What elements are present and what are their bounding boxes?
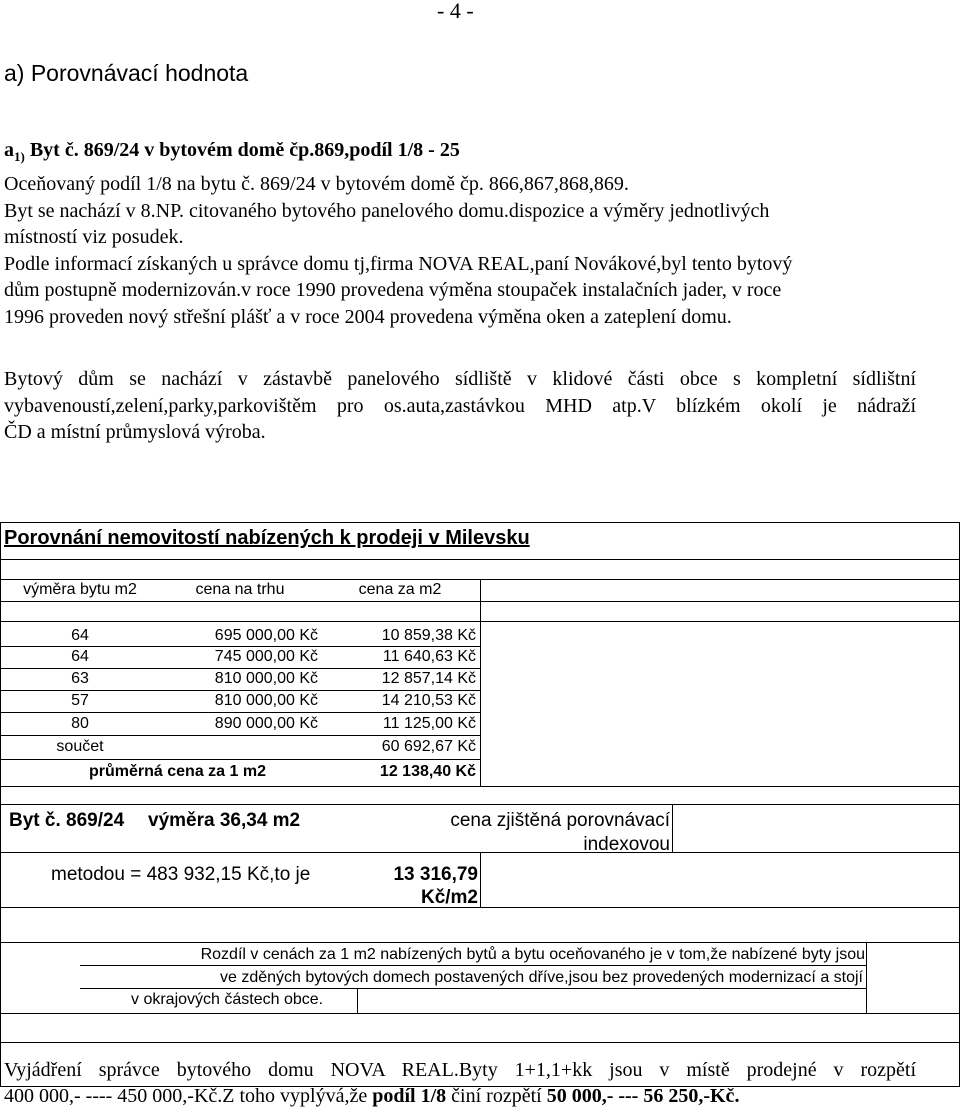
table-grid-line <box>0 1013 960 1014</box>
text-segment-bold: 50 000,- --- 56 250,-Kč. <box>546 1085 740 1107</box>
flat-label-number: Byt č. 869/24 <box>9 810 125 831</box>
per-m2-value-2: Kč/m2 <box>420 887 478 908</box>
paragraph-line: Bytový dům se nachází v zástavbě panelového sídliště v klidové části obce s kompletní sídlištní <box>4 368 916 390</box>
text-segment: činí rozpětí <box>446 1085 547 1107</box>
cell-area: 63 <box>71 670 89 687</box>
flat-label-area: výměra 36,34 m2 <box>148 810 301 831</box>
comparison-table <box>0 522 960 1087</box>
paragraph-line: ČD a místní průmyslová výroba. <box>4 421 266 443</box>
row-line <box>0 759 480 760</box>
cell-market-price: 890 000,00 Kč <box>214 715 318 732</box>
paragraph-location <box>4 366 916 446</box>
paragraph-manager-statement <box>4 1057 916 1109</box>
note-row-line <box>80 965 867 966</box>
row-line <box>0 712 480 713</box>
table-col-line <box>480 579 481 786</box>
paragraph-line: Vyjádření správce bytového domu NOVA REAL.Byty 1+1,1+kk jsou v místě prodejné v rozpětí <box>4 1059 916 1081</box>
column-header-area: výměra bytu m2 <box>23 581 137 598</box>
table-col-line <box>480 852 481 907</box>
cell-price-per-m2: 14 210,53 Kč <box>381 692 476 709</box>
text-segment: 400 000,- ---- 450 000,-Kč.Z toho vyplývá,že <box>4 1085 373 1107</box>
found-price-label-2: indexovou <box>583 834 670 855</box>
column-header-market-price: cena na trhu <box>195 581 285 598</box>
subsection-title <box>4 139 460 165</box>
sum-label: součet <box>56 738 104 755</box>
table-col-line <box>672 804 673 852</box>
sum-value: 60 692,67 Kč <box>381 738 476 755</box>
table-border-top <box>0 522 960 523</box>
paragraph-line: Podle informací získaných u správce domu tj,firma NOVA REAL,paní Novákové,byl tento bytový <box>4 252 793 275</box>
table-col-line <box>866 942 867 1013</box>
table-grid-line <box>0 804 960 805</box>
cell-area: 64 <box>71 648 89 665</box>
table-grid-line <box>0 1042 960 1043</box>
cell-price-per-m2: 10 859,38 Kč <box>381 627 476 644</box>
cell-market-price: 745 000,00 Kč <box>214 648 318 665</box>
subsection-text: Byt č. 869/24 v bytovém domě čp.869,podíl 1/8 - 25 <box>24 139 460 161</box>
table-title: Porovnání nemovitostí nabízených k prodeji v Milevsku <box>4 527 530 549</box>
average-value: 12 138,40 Kč <box>379 763 476 780</box>
note-line: v okrajových částech obce. <box>131 991 324 1008</box>
paragraph-line: dům postupně modernizován.v roce 1990 provedena výměna stoupaček instalačních jader, v roce <box>4 279 782 301</box>
table-col-line <box>357 988 358 1013</box>
column-header-price-per-m2: cena za m2 <box>358 581 442 598</box>
cell-price-per-m2: 12 857,14 Kč <box>381 670 476 687</box>
paragraph-line <box>4 1083 916 1109</box>
table-grid-line <box>0 907 960 908</box>
table-grid-line <box>0 786 960 787</box>
table-grid-line <box>0 559 960 560</box>
method-text: metodou = 483 932,15 Kč,to je <box>51 864 311 885</box>
note-row-line <box>80 988 867 989</box>
section-title: a) Porovnávací hodnota <box>4 60 249 86</box>
note-line: ve zděných bytových domech postavených dříve,jsou bez provedených modernizací a stojí <box>219 969 863 986</box>
subsection-index: 1) <box>14 149 25 164</box>
cell-price-per-m2: 11 125,00 Kč <box>382 715 476 732</box>
cell-market-price: 810 000,00 Kč <box>214 670 318 687</box>
cell-market-price: 810 000,00 Kč <box>214 692 318 709</box>
paragraph-description <box>4 171 916 330</box>
row-line <box>0 735 480 736</box>
cell-area: 64 <box>71 627 89 644</box>
paragraph-line: místností viz posudek. <box>4 226 184 248</box>
found-price-label-1: cena zjištěná porovnávací <box>450 810 670 831</box>
per-m2-value-1: 13 316,79 <box>393 864 478 885</box>
note-line: Rozdíl v cenách za 1 m2 nabízených bytů a bytu oceňovaného je v tom,že nabízené byty jsou <box>200 946 865 963</box>
page-number: - 4 - <box>437 0 474 23</box>
subsection-prefix: a <box>4 139 14 161</box>
paragraph-line: Oceňovaný podíl 1/8 na bytu č. 869/24 v bytovém domě čp. 866,867,868,869. <box>4 173 629 195</box>
cell-market-price: 695 000,00 Kč <box>214 627 318 644</box>
paragraph-line: Byt se nachází v 8.NP. citovaného bytového panelového domu.dispozice a výměry jednotlivých <box>4 199 770 222</box>
text-segment-bold: podíl 1/8 <box>372 1085 447 1107</box>
average-label: průměrná cena za 1 m2 <box>89 763 266 780</box>
cell-area: 57 <box>71 692 89 709</box>
paragraph-line: vybavenoustí,zelení,parky,parkovištěm pro os.auta,zastávkou MHD atp.V blízkém okolí je nádraží <box>4 394 916 417</box>
cell-area: 80 <box>71 715 89 732</box>
table-grid-line <box>0 942 960 943</box>
cell-price-per-m2: 11 640,63 Kč <box>382 648 476 665</box>
paragraph-line: 1996 proveden nový střešní plášť a v roce 2004 provedena výměna oken a zateplení domu. <box>4 305 732 328</box>
